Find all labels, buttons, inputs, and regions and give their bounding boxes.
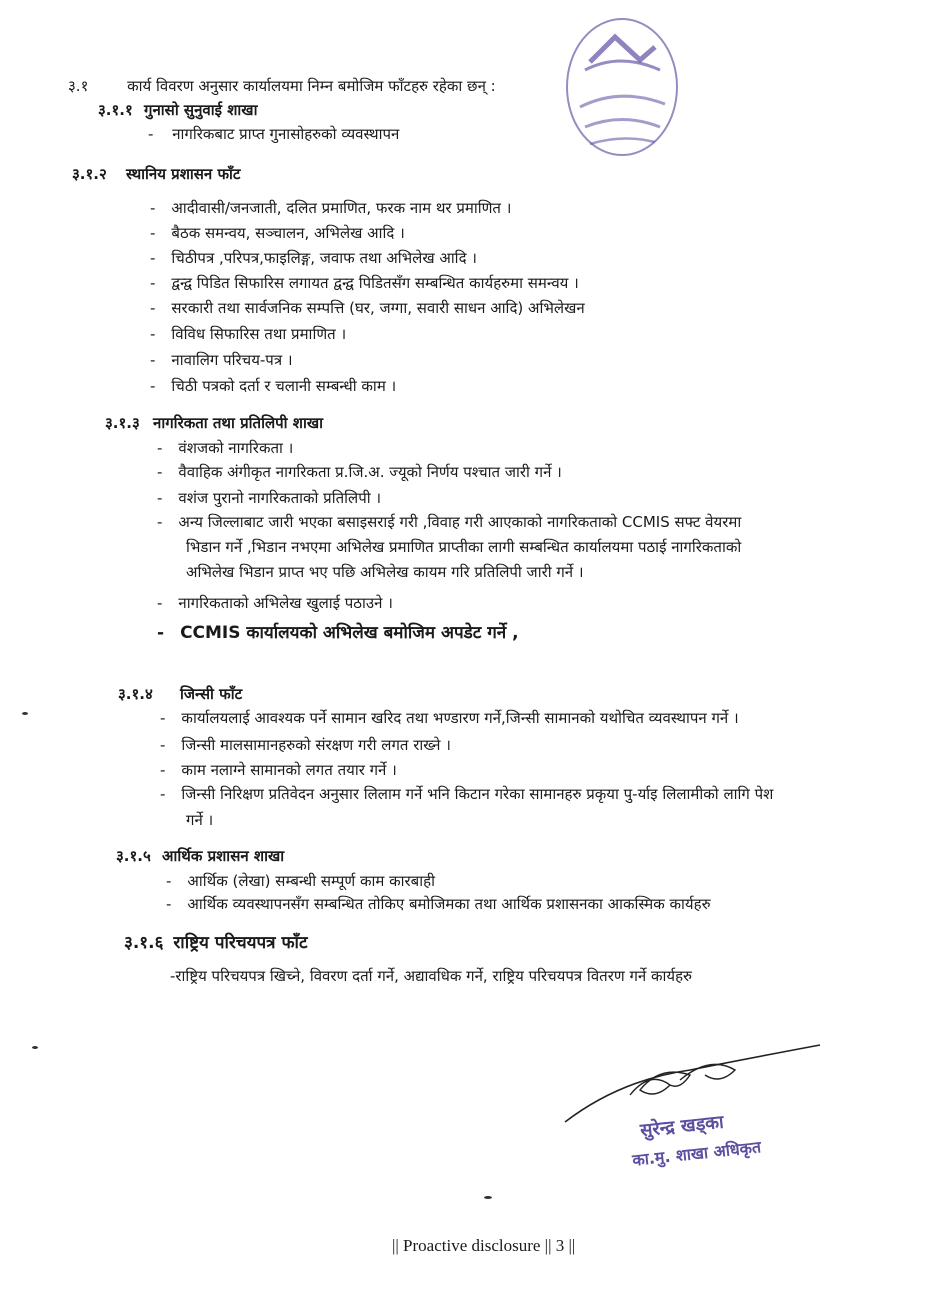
item-text: सरकारी तथा सार्वजनिक सम्पत्ति (घर, जग्गा, सवारी साधन आदि) अभिलेखन [171, 299, 585, 317]
item-text: काम नलाग्ने सामानको लगत तयार गर्ने । [181, 761, 397, 779]
bullet-dash: - [150, 377, 156, 395]
scan-speck [22, 712, 28, 715]
bullet-dash: - [160, 736, 166, 754]
list-item [160, 735, 451, 755]
section-title: जिन्सी फाँट [180, 685, 243, 703]
list-item [150, 248, 477, 268]
footer-page-label: || Proactive disclosure || 3 || [392, 1236, 576, 1255]
bullet-dash: - [157, 463, 163, 481]
section-3-1-2-heading [72, 164, 241, 184]
bullet-dash: - [157, 489, 163, 507]
bullet-dash: - [150, 274, 156, 292]
section-number: ३.१.३ [105, 414, 140, 432]
item-text: चिठीपत्र ,परिपत्र,फाइलिङ्ग, जवाफ तथा अभिलेख आदि । [171, 249, 477, 267]
item-text: जिन्सी मालसामानहरुको संरक्षण गरी लगत राख्ने । [181, 736, 451, 754]
bullet-dash: - [150, 199, 156, 217]
item-text: वैवाहिक अंगीकृत नागरिकता प्र.जि.अ. ज्यूको निर्णय पश्चात जारी गर्ने । [178, 463, 562, 481]
item-text: CCMIS कार्यालयको अभिलेख बमोजिम अपडेट गर्ने , [180, 623, 519, 643]
scan-speck [32, 1046, 38, 1049]
bullet-dash: - [157, 513, 163, 531]
section-3-1-4-heading [118, 684, 242, 704]
section-3-1-6-text: -राष्ट्रिय परिचयपत्र खिच्ने, विवरण दर्ता गर्ने, अद्यावधिक गर्ने, राष्ट्रिय परिचयपत्र वितरण गर्ने कार्यहरु [170, 967, 693, 985]
section-3-1 [68, 76, 496, 96]
item-text: जिन्सी निरिक्षण प्रतिवेदन अनुसार लिलाम गर्ने भनि किटान गरेका सामानहरु प्रकृया पु-र्याइ लिलामीको लागि पेश [181, 785, 774, 803]
list-item [150, 324, 346, 344]
list-item-continuation: गर्ने । [186, 811, 214, 829]
list-item [150, 198, 511, 218]
item-text: नावालिग परिचय-पत्र । [171, 351, 293, 369]
section-number: ३.१.६ [124, 933, 164, 953]
list-item [157, 512, 741, 532]
list-item [160, 784, 773, 804]
bullet-dash: - [150, 351, 156, 369]
bullet-dash: - [150, 249, 156, 267]
item-text: वशंज पुरानो नागरिकताको प्रतिलिपी । [178, 489, 382, 507]
section-number: ३.१.२ [72, 165, 107, 183]
section-number: ३.१.५ [116, 847, 151, 865]
list-item [150, 376, 396, 396]
section-title: स्थानिय प्रशासन फाँट [126, 165, 241, 183]
bullet-dash: - [157, 623, 165, 643]
bullet-dash: - [166, 872, 172, 890]
section-3-1-3-heading [105, 413, 323, 433]
list-item [157, 593, 393, 613]
list-item [160, 760, 397, 780]
list-item [150, 350, 293, 370]
signer-name: सुरेन्द्र खड्का [639, 1111, 725, 1142]
item-text: नागरिकबाट प्राप्त गुनासोहरुको व्यवस्थापन [172, 125, 400, 143]
list-item [157, 462, 562, 482]
signer-designation: का.मु. शाखा अधिकृत [631, 1137, 762, 1170]
list-item [160, 708, 739, 728]
section-3-1-6-heading [124, 930, 308, 953]
section-number: ३.१ [68, 77, 89, 95]
scan-speck [484, 1196, 492, 1199]
section-3-1-5-heading [116, 846, 284, 866]
section-title: राष्ट्रिय परिचयपत्र फाँट [173, 933, 308, 953]
section-title: गुनासो सुनुवाई शाखा [144, 101, 258, 119]
list-item [166, 871, 435, 891]
bullet-dash: - [148, 125, 154, 143]
bullet-dash: - [157, 594, 163, 612]
list-item [157, 438, 293, 458]
item-text: वंशजको नागरिकता । [178, 439, 294, 457]
item-text: बैठक समन्वय, सञ्चालन, अभिलेख आदि । [171, 224, 405, 242]
item-text: आदीवासी/जनजाती, दलित प्रमाणित, फरक नाम थर प्रमाणित । [171, 199, 512, 217]
section-title: आर्थिक प्रशासन शाखा [162, 847, 285, 865]
list-item-continuation: अभिलेख भिडान प्राप्त भए पछि अभिलेख कायम गरि प्रतिलिपी जारी गर्ने । [186, 563, 584, 581]
office-stamp [560, 12, 685, 162]
bullet-dash: - [160, 761, 166, 779]
list-item [150, 273, 579, 293]
section-number: ३.१.१ [98, 101, 133, 119]
list-item [148, 124, 399, 144]
item-text: कार्यालयलाई आवश्यक पर्ने सामान खरिद तथा भण्डारण गर्ने,जिन्सी सामानको यथोचित व्यवस्थापन गर्ने । [181, 709, 739, 727]
list-item [150, 298, 585, 318]
bullet-dash: - [160, 785, 166, 803]
list-item [157, 620, 519, 643]
list-item [157, 488, 381, 508]
bullet-dash: - [150, 325, 156, 343]
section-3-1-1-heading [98, 100, 257, 120]
bullet-dash: - [150, 299, 156, 317]
item-text: आर्थिक व्यवस्थापनसँग सम्बन्धित तोकिए बमोजिमका तथा आर्थिक प्रशासनका आकस्मिक कार्यहरु [187, 895, 711, 913]
list-item [150, 223, 405, 243]
item-text: द्वन्द्व पिडित सिफारिस लगायत द्वन्द्व पिडितसँग सम्बन्धित कार्यहरुमा समन्वय । [171, 274, 579, 292]
item-text: विविध सिफारिस तथा प्रमाणित । [171, 325, 347, 343]
item-text: अन्य जिल्लाबाट जारी भएका बसाइसराई गरी ,विवाह गरी आएकाको नागरिकताको CCMIS सफ्ट वेयरमा [178, 513, 742, 531]
section-number: ३.१.४ [118, 685, 153, 703]
item-text: आर्थिक (लेखा) सम्बन्धी सम्पूर्ण काम कारबाही [187, 872, 435, 890]
bullet-dash: - [166, 895, 172, 913]
list-item-continuation: भिडान गर्ने ,भिडान नभएमा अभिलेख प्रमाणित प्राप्तीका लागी सम्बन्धित कार्यालयमा पठाई नागरिकताको [186, 538, 742, 556]
item-text: नागरिकताको अभिलेख खुलाई पठाउने । [178, 594, 393, 612]
bullet-dash: - [160, 709, 166, 727]
section-title: कार्य विवरण अनुसार कार्यालयमा निम्न बमोजिम फाँटहरु रहेका छन् : [127, 77, 496, 95]
item-text: चिठी पत्रको दर्ता र चलानी सम्बन्धी काम । [171, 377, 397, 395]
section-title: नागरिकता तथा प्रतिलिपी शाखा [153, 414, 324, 432]
bullet-dash: - [150, 224, 156, 242]
list-item [166, 894, 711, 914]
bullet-dash: - [157, 439, 163, 457]
